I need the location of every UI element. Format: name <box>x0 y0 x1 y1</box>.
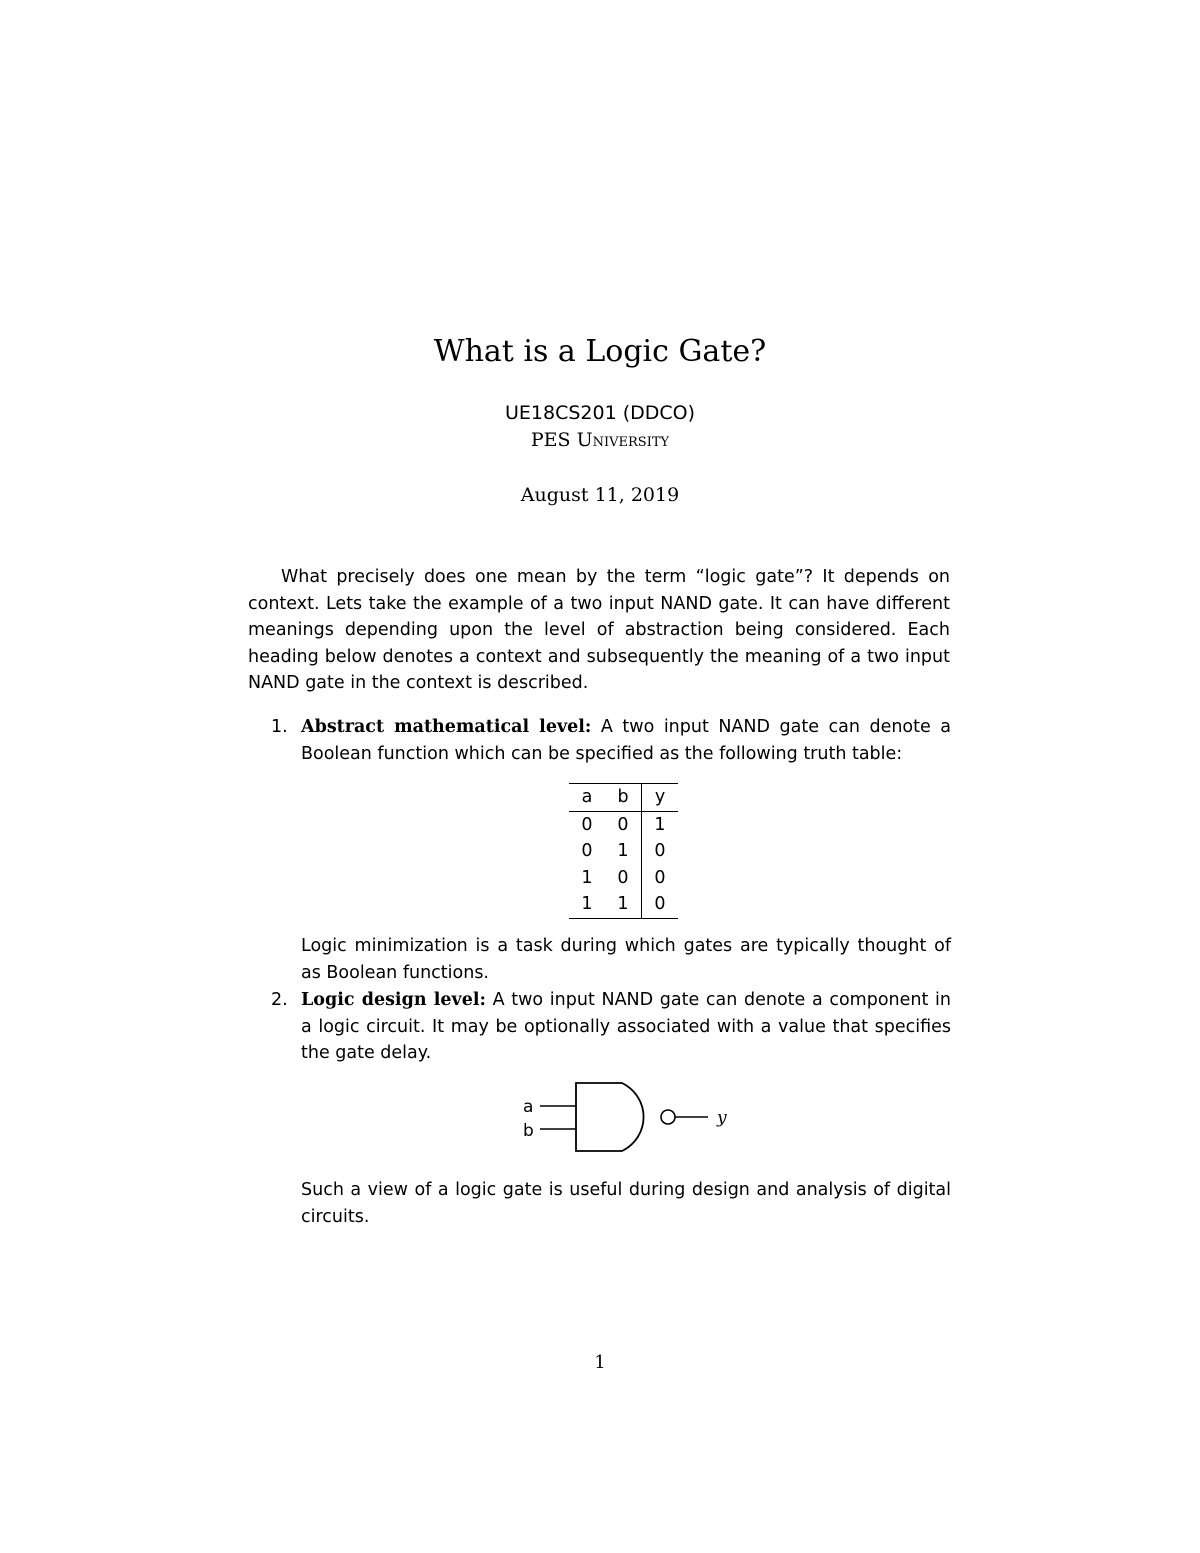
table-cell: 1 <box>642 811 679 838</box>
list-item-number: 1. <box>271 717 288 737</box>
list-item-body <box>301 987 951 1067</box>
truth-table-header: a <box>581 787 593 808</box>
gate-input-b-label: b <box>523 1121 534 1141</box>
document-date: August 11, 2019 <box>520 484 680 506</box>
list-item-number: 2. <box>271 990 288 1010</box>
list-item-heading: Abstract mathematical level: <box>301 717 592 737</box>
list-item-body <box>301 714 951 767</box>
logic-minimization-paragraph: Logic minimization is a task during which gates are typically thought of as Boolean functions. <box>301 936 951 983</box>
table-cell: 1 <box>581 867 593 888</box>
nand-gate-diagram <box>510 1075 750 1160</box>
course-code: UE18CS201 (DDCO) <box>504 402 696 424</box>
intro-paragraph: What precisely does one mean by the term “logic gate”? It depends on context. Lets take the example of a two input NAND gate. It can have different meanings depending upon the level of abstraction being considered. Each heading below denotes a context and subsequently the meaning of a two input NAND gate in the context is described. <box>248 567 950 694</box>
table-cell: 0 <box>642 838 679 865</box>
list-item-text: A two input NAND gate can denote a component in a logic circuit. It may be optionally associated with a value that specifies the gate delay. <box>301 990 951 1064</box>
document-title: What is a Logic Gate? <box>433 334 767 369</box>
table-row <box>569 891 678 918</box>
list-item <box>271 987 951 1067</box>
table-row <box>569 838 678 865</box>
table-cell: 0 <box>642 865 679 892</box>
gate-input-a-label: a <box>523 1097 534 1117</box>
table-cell: 1 <box>617 841 629 862</box>
table-cell: 0 <box>617 814 629 835</box>
nand-gate-bubble <box>661 1110 675 1124</box>
table-row <box>569 811 678 838</box>
page-number: 1 <box>594 1352 606 1373</box>
list-item <box>271 714 951 767</box>
truth-table-header: b <box>617 787 629 808</box>
university-name: PES University <box>530 429 670 451</box>
list-item-text: A two input NAND gate can denote a Boolean function which can be specified as the following truth table: <box>301 717 952 764</box>
table-cell: 0 <box>581 841 593 862</box>
truth-table <box>569 783 678 919</box>
table-cell: 1 <box>581 894 593 915</box>
gate-output-label: y <box>717 1108 727 1128</box>
nand-gate-body <box>576 1083 644 1151</box>
table-row <box>569 865 678 892</box>
table-cell: 1 <box>617 894 629 915</box>
gate-view-paragraph: Such a view of a logic gate is useful during design and analysis of digital circuits. <box>301 1180 951 1227</box>
table-cell: 0 <box>617 867 629 888</box>
table-cell: 0 <box>642 891 679 918</box>
table-cell: 0 <box>581 814 593 835</box>
truth-table-header-row <box>569 784 678 812</box>
list-item-heading: Logic design level: <box>301 990 486 1010</box>
truth-table-header: y <box>642 784 679 812</box>
